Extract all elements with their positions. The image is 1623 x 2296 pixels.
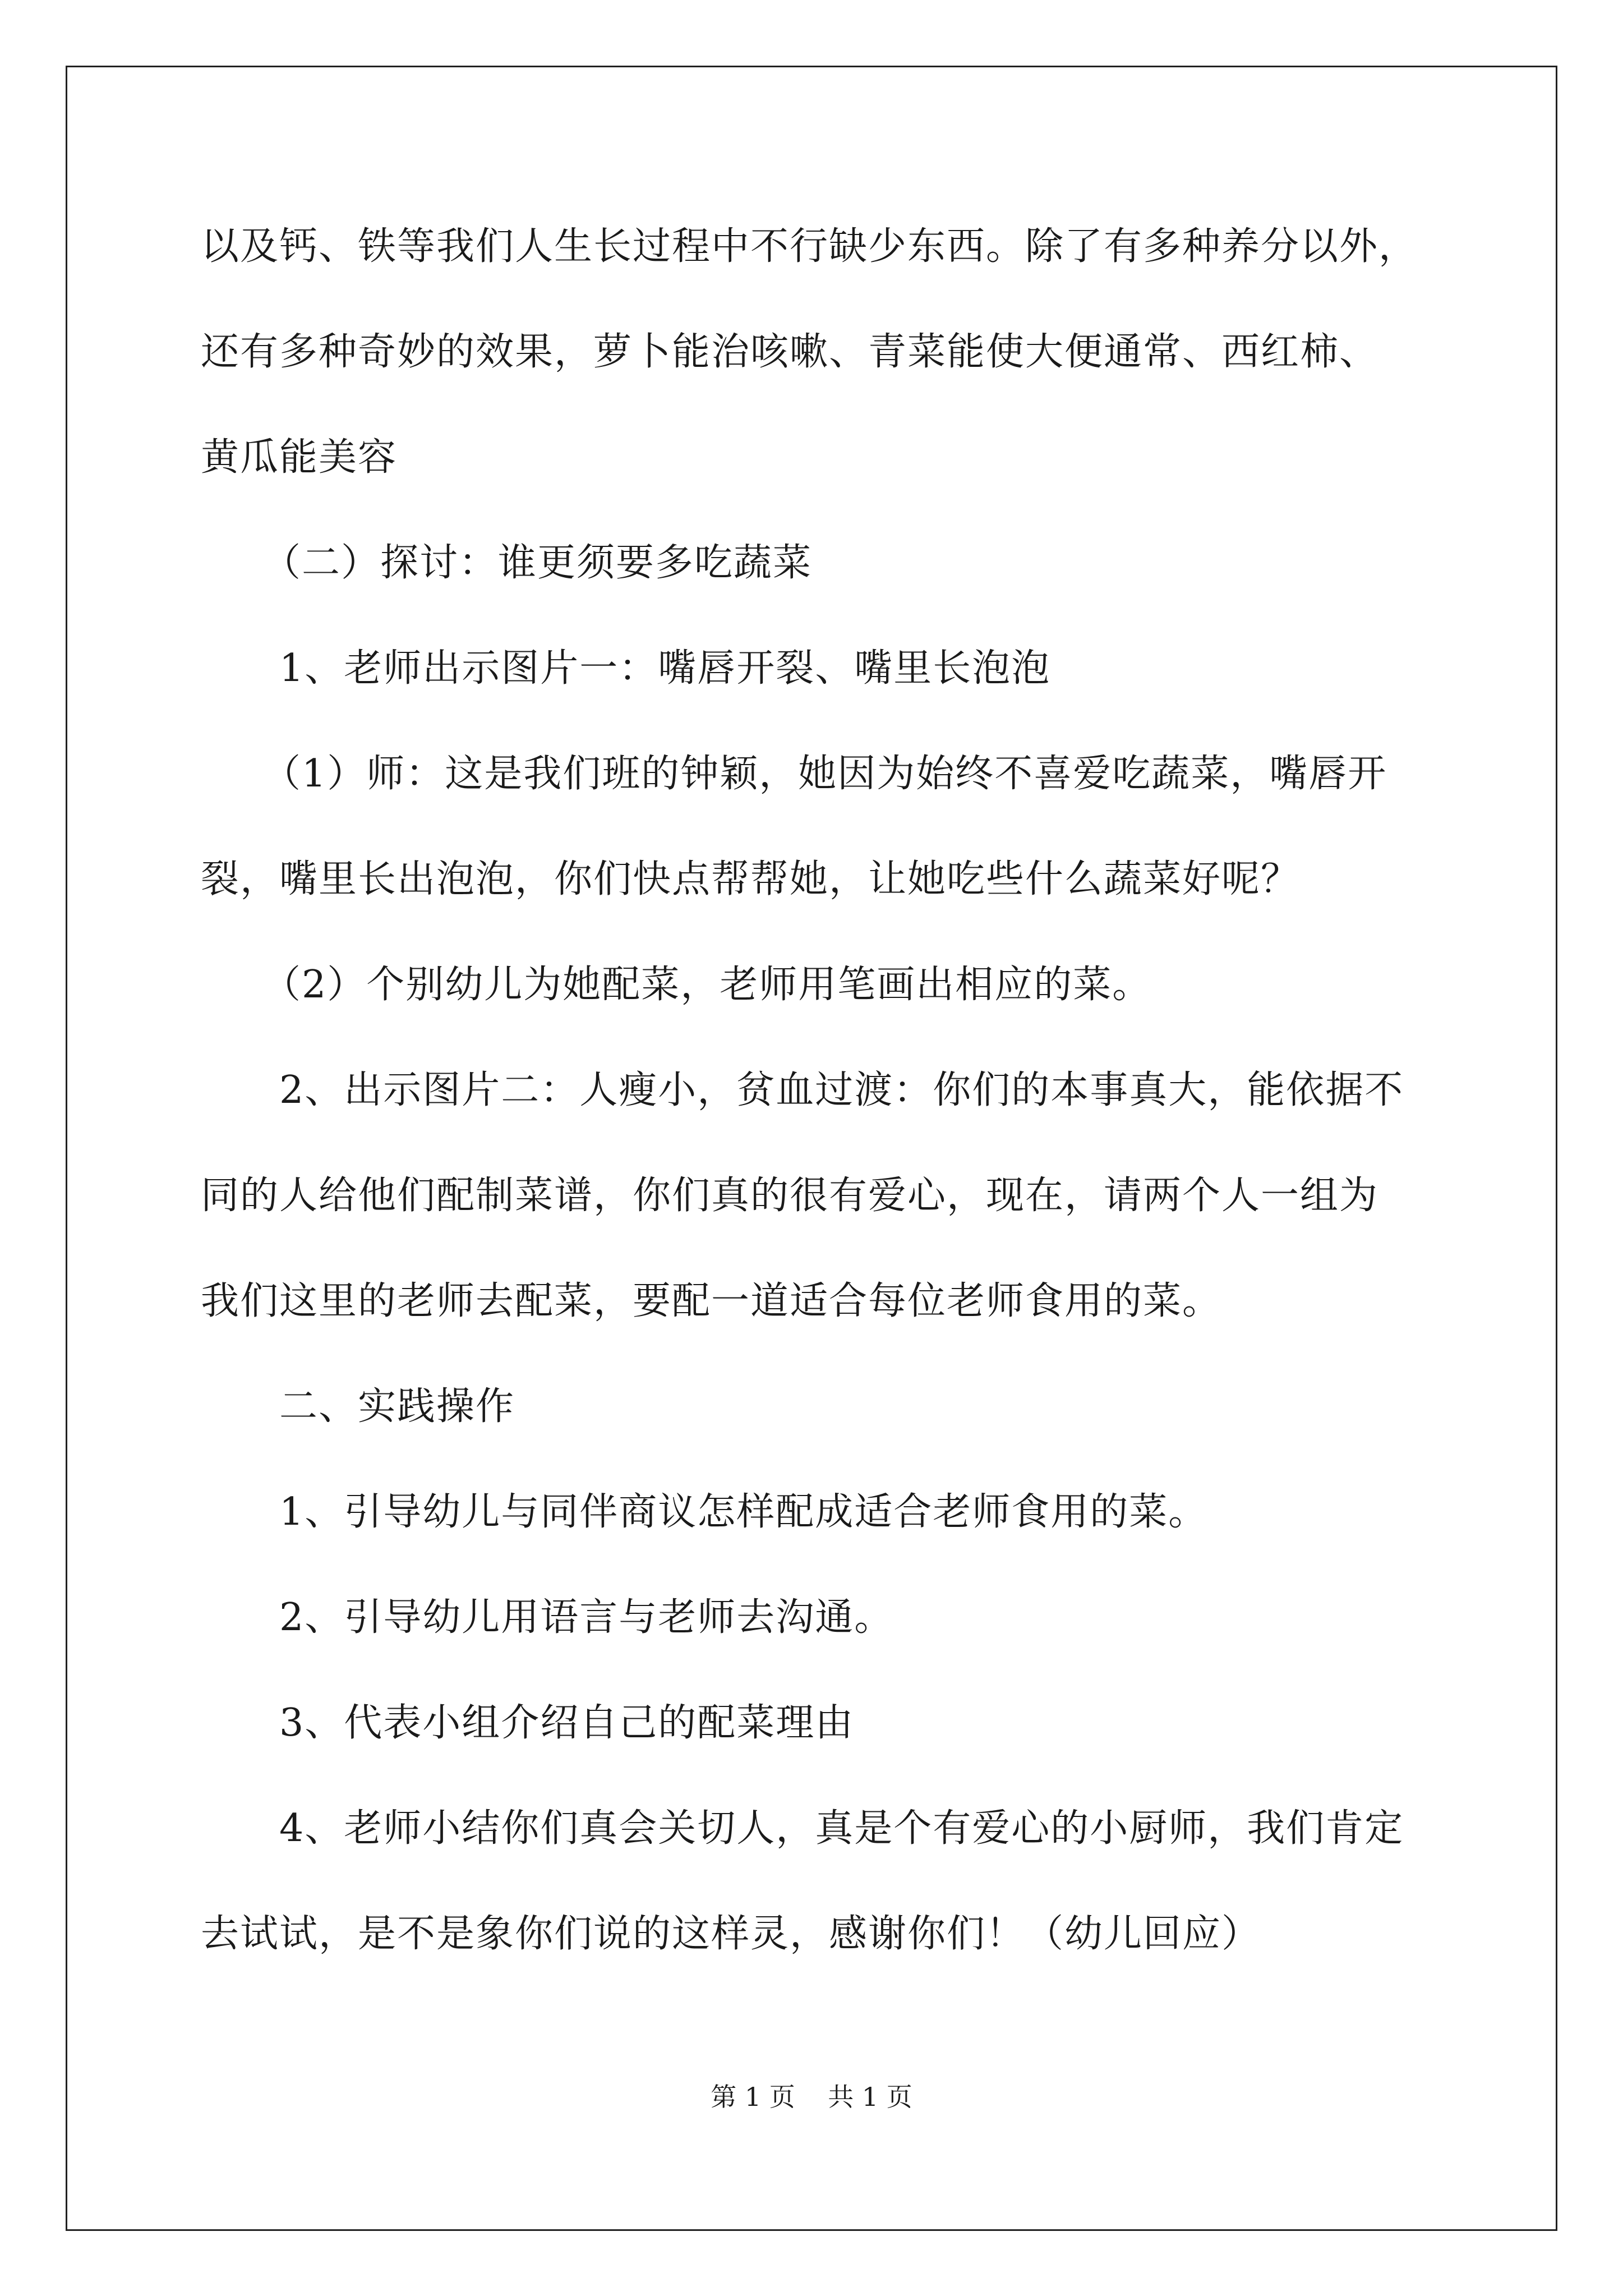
paragraph-line: 以及钙、铁等我们人生长过程中不行缺少东西。除了有多种养分以外， <box>201 224 1418 269</box>
document-body <box>201 219 1435 2012</box>
paragraph-line: 4、老师小结你们真会关切人，真是个有爱心的小厨师，我们肯定 <box>279 1806 1404 1851</box>
paragraph-line: （2）个别幼儿为她配菜，老师用笔画出相应的菜。 <box>262 963 1152 1007</box>
paragraph-line: 3、代表小组介绍自己的配菜理由 <box>279 1701 855 1745</box>
page-number-footer: 第 1 页 共 1 页 <box>711 2082 912 2112</box>
paragraph-line: 还有多种奇妙的效果，萝卜能治咳嗽、青菜能使大便通常、西红柿、 <box>201 330 1379 374</box>
paragraph-line: 2、引导幼儿用语言与老师去沟通。 <box>279 1595 894 1640</box>
paragraph-line: 黄瓜能美容 <box>201 435 398 480</box>
section-heading: （二）探讨：谁更须要多吃蔬菜 <box>262 541 813 585</box>
paragraph-line: 我们这里的老师去配菜，要配一道适合每位老师食用的菜。 <box>201 1279 1222 1323</box>
paragraph-line: 去试试，是不是象你们说的这样灵，感谢你们！（幼儿回应） <box>201 1912 1261 1956</box>
paragraph-line: 2、出示图片二：人瘦小，贫血过渡：你们的本事真大，能依据不 <box>279 1068 1404 1112</box>
paragraph-line: 1、引导幼儿与同伴商议怎样配成适合老师食用的菜。 <box>279 1490 1208 1534</box>
section-heading: 二、实践操作 <box>279 1384 515 1429</box>
paragraph-line: 1、老师出示图片一：嘴唇开裂、嘴里长泡泡 <box>279 646 1051 691</box>
paragraph-line: 同的人给他们配制菜谱，你们真的很有爱心，现在，请两个人一组为 <box>201 1174 1379 1218</box>
paragraph-line: （1）师：这是我们班的钟颖，她因为始终不喜爱吃蔬菜，嘴唇开 <box>262 752 1387 796</box>
paragraph-line: 裂，嘴里长出泡泡，你们快点帮帮她，让她吃些什么蔬菜好呢？ <box>201 857 1301 901</box>
